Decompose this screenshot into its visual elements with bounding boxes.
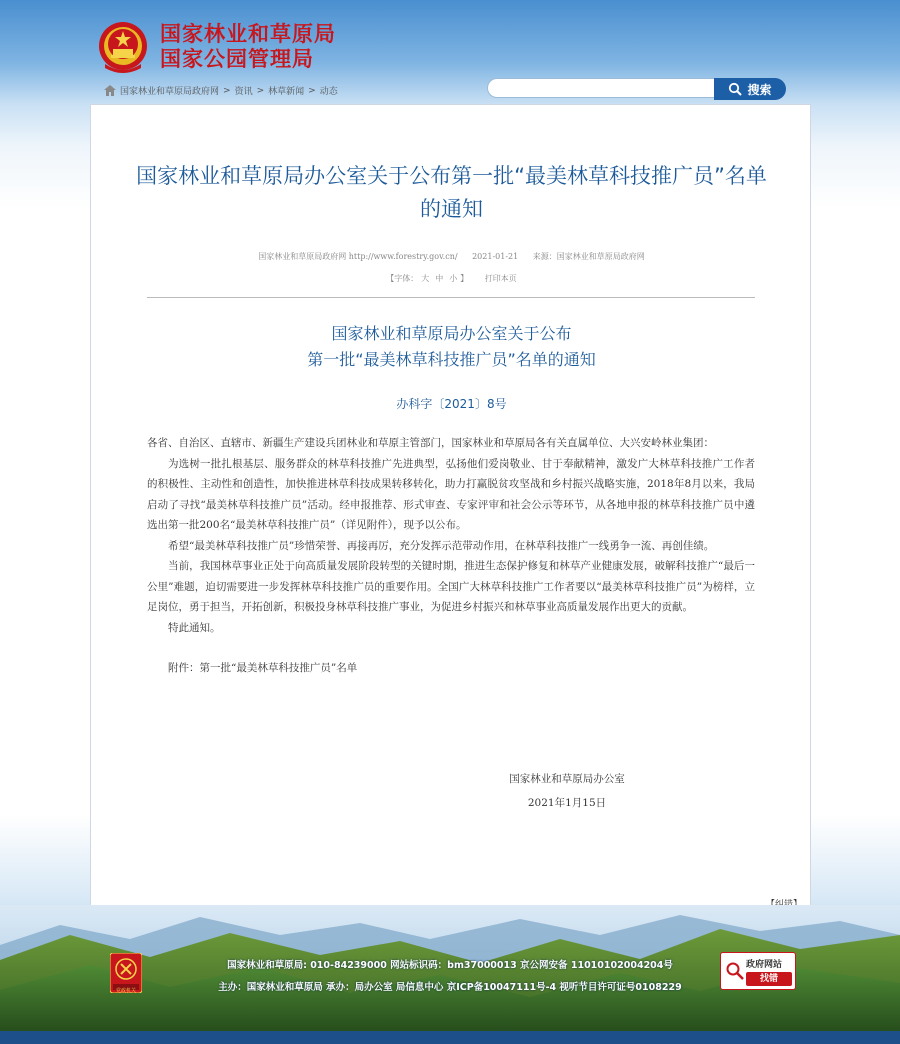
meta-source: 来源：国家林业和草原局政府网 xyxy=(532,252,645,261)
page-title: 国家林业和草原局办公室关于公布第一批“最美林草科技推广员”名单的通知 xyxy=(136,164,767,221)
document-title-line1: 国家林业和草原局办公室关于公布 xyxy=(331,324,572,343)
document-number: 办科字〔2021〕8号 xyxy=(396,397,507,411)
salutation: 各省、自治区、直辖市、新疆生产建设兵团林业和草原主管部门，国家林业和草原局各有关直属单位、大兴安岭林业集团： xyxy=(147,437,714,449)
footer-host-line: 主办：国家林业和草原局 承办：局办公室 局信息中心 京ICP备10047111号-4 视听节目许可证号0108229 xyxy=(218,982,682,993)
search-input[interactable] xyxy=(487,78,715,98)
font-size-medium[interactable]: 中 xyxy=(435,274,444,283)
search-button[interactable] xyxy=(714,78,786,100)
paragraph: 为选树一批扎根基层、服务群众的林草科技推广先进典型，弘扬他们爱岗敬业、甘于奉献精神，激发广大林草科技推广工作者的积极性、主动性和创造性，加快推进林草科技成果转移转化，助力打赢脱贫攻坚战和乡村振兴战略实施，2018年8月以来，我局启动了寻找“最美林草科技推广员”活动。经申报推荐、形式审查、专家评审和社会公示等环节，从各地申报的林草科技推广员中遴选出第一批200名“最美林草科技推广员”（详见附件），现予以公布。 xyxy=(147,457,755,531)
home-icon[interactable] xyxy=(104,85,116,96)
gov-badge-top: 政府网站 xyxy=(746,960,783,970)
document-title-line2: 第一批“最美林草科技推广员”名单的通知 xyxy=(307,350,596,369)
party-logo-label: 党政机关 xyxy=(115,988,136,994)
meta-site: 国家林业和草原局政府网 http://www.forestry.gov.cn/ xyxy=(258,252,458,261)
title-divider xyxy=(147,297,755,298)
sign-date: 2021年1月15日 xyxy=(527,797,607,809)
breadcrumb xyxy=(104,84,338,97)
site-header xyxy=(0,0,900,105)
search-button-label: 搜索 xyxy=(747,82,772,97)
article-card xyxy=(90,104,811,915)
paragraph: 希望“最美林草科技推广员”珍惜荣誉、再接再厉，充分发挥示范带动作用，在林草科技推广一线勇争一流、再创佳绩。 xyxy=(168,539,715,552)
font-size-close: 】 xyxy=(460,274,469,283)
breadcrumb-separator: > xyxy=(308,85,316,96)
breadcrumb-item-home[interactable]: 国家林业和草原局政府网 xyxy=(120,87,220,97)
meta-date: 2021-01-21 xyxy=(472,252,519,261)
breadcrumb-separator: > xyxy=(223,85,231,96)
font-size-label: 【字体： xyxy=(386,274,419,283)
article-body xyxy=(147,433,755,679)
font-size-large[interactable]: 大 xyxy=(421,274,430,283)
signer: 国家林业和草原局办公室 xyxy=(509,773,625,785)
national-emblem-icon[interactable] xyxy=(97,20,149,76)
paragraph: 特此通知。 xyxy=(168,621,221,634)
breadcrumb-separator: > xyxy=(256,85,265,96)
article-meta xyxy=(91,251,812,262)
gov-badge-bottom: 找错 xyxy=(746,972,792,986)
magnifier-icon xyxy=(725,961,745,981)
breadcrumb-item-news[interactable]: 资讯 xyxy=(234,87,253,97)
site-title[interactable] xyxy=(160,22,336,72)
attachment-link[interactable]: 附件：第一批“最美林草科技推广员”名单 xyxy=(168,662,358,674)
paragraph: 当前，我国林草事业正处于向高质量发展阶段转型的关键时期，推进生态保护修复和林草产业健康发展，破解科技推广“最后一公里”难题，迫切需要进一步发挥林草科技推广员的重要作用。全国广大林草科技推广工作者要以“最美林草科技推广员”为榜样，立足岗位，勇于担当，开拓创新，积极投身林草科技推广事业，为促进乡村振兴和林草事业高质量发展作出更大的贡献。 xyxy=(147,560,755,613)
font-size-small[interactable]: 小 xyxy=(449,274,458,283)
footer-contact-line: 国家林业和草原局: 010-84239000 网站标识码：bm37000013 京公网安备 11010102004204号 xyxy=(227,960,673,971)
print-link[interactable]: 打印本页 xyxy=(484,274,517,283)
site-title-line2: 国家公园管理局 xyxy=(160,47,314,71)
gov-site-error-badge[interactable] xyxy=(720,952,796,990)
breadcrumb-item-forest-news[interactable]: 林草新闻 xyxy=(268,87,305,97)
document-title xyxy=(91,321,812,373)
site-title-line1: 国家林业和草原局 xyxy=(160,22,336,46)
article-tools xyxy=(91,273,812,284)
search-icon xyxy=(728,82,742,96)
breadcrumb-item-dynamics[interactable]: 动态 xyxy=(319,87,338,97)
